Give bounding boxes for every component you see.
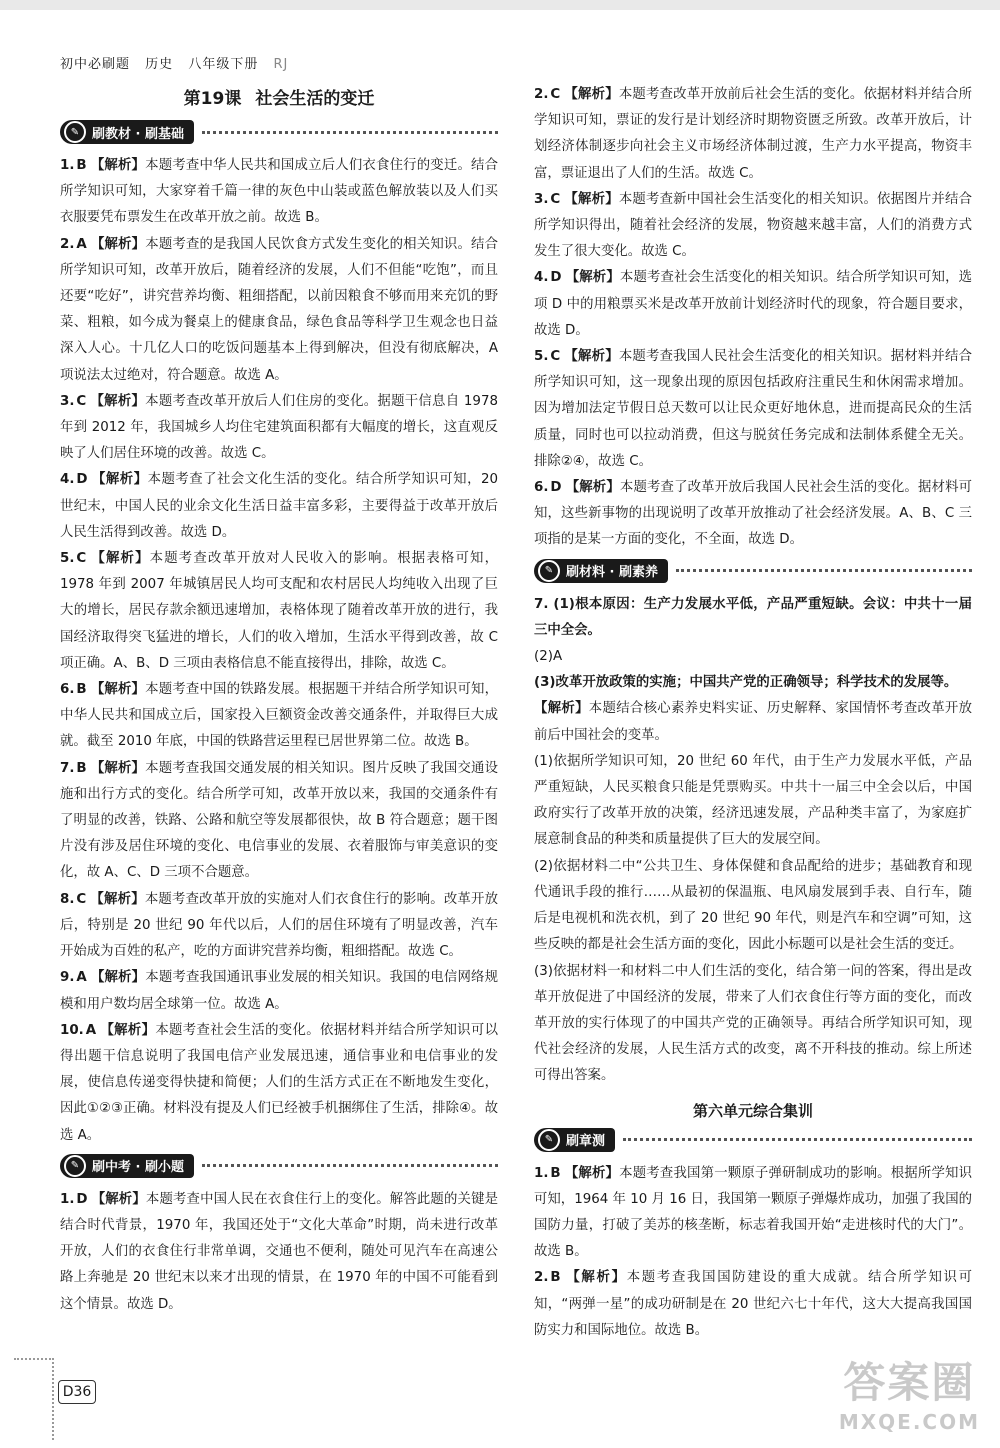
answer-item: 4. D 【解析】本题考查社会生活变化的相关知识。结合所学知识可知，选项 D 中的用粮票买米是改革开放前计划经济时代的现象，符合题目要求，故选 D。 [534,270,973,338]
edition: RJ [273,57,289,72]
material-analysis: 【解析】本题结合核心素养史料实证、历史解释、家国情怀考查改革开放前后中国社会的变革。 [534,701,973,743]
answer-item: 2. C 【解析】本题考查改革开放前后社会生活的变化。依据材料并结合所学知识可知，票证的发行是计划经济时期物资匮乏所致。改革开放后，计划经济体制逐步向社会主义市场经济体制过渡，生产力水平提高，物资丰富，票证退出了人们的生活。故选 C。 [534,87,973,181]
dotted-divider [623,1138,972,1141]
right-column [534,82,972,1344]
lesson-name: 社会生活的变迁 [255,89,375,109]
lesson-title [60,84,498,109]
dotted-divider [202,1164,498,1167]
lesson-number: 第19课 [183,89,242,109]
answer-item: 5. C 【解析】本题考查我国人民社会生活变化的相关知识。据材料并结合所学知识可知，这一现象出现的原因包括政府注重民生和休闲需求增加。因为增加法定节假日总天数可以让民众更好地休息，进而提高民众的生活质量，同时也可以拉动消费，但这与脱贫任务完成和法制体系健全无关。排除②④，故选 C。 [534,349,973,469]
scan-edge [0,0,1000,10]
answer-item: 9. A 【解析】本题考查我国通讯事业发展的相关知识。我国的电信网络规模和用户数均居全球第一位。故选 A。 [60,970,499,1012]
material-analysis: (3)依据材料一和材料二中人们生活的变化，结合第一问的答案，得出是改革开放促进了中国经济的发展，带来了人们衣食住行等方面的变化，而改革开放的实行体现了的中国共产党的正确领导。再结合所学知识可知，现代社会经济的发展，人民生活方式的改变，离不开科技的推动。综上所述可得出答案。 [534,963,972,1084]
answer-item: 3. C 【解析】本题考查新中国社会生活变化的相关知识。依据图片并结合所学知识得出，随着社会经济的发展，物资越来越丰富，人们的消费方式发生了很大变化。故选 C。 [534,191,973,260]
material-answer: (2)A [534,649,563,665]
answer-item: 4. D 【解析】本题考查了社会文化生活的变化。结合所学知识可知，20 世纪末，中国人民的业余文化生活日益丰富多彩，主要得益于改革开放后人民生活得到改善。故选 D。 [60,472,498,540]
material-analysis: (1)依据所学知识可知，20 世纪 60 年代，由于生产力发展水平低，产品严重短缺，人民买粮食只能是凭票购买。中共十一届三中全会以后，中国政府实行了改革开放的决策，经济迅速发展，产品种类丰富了，为家庭扩展意制食品的种类和质量提供了巨大的发展空间。 [534,753,972,848]
banner-label: 刷材料 · 刷素养 [566,565,658,581]
dotted-divider [202,131,498,134]
grade: 八年级下册 [188,57,259,72]
answer-item: 2. B 【解析】本题考查我国国防建设的重大成就。结合所学知识可知，“两弹一星”的成功研制是在 20 世纪六七十年代，这大大提高我国国防实力和国际地位。故选 B。 [534,1270,973,1338]
answer-item: 7. B 【解析】本题考查我国交通发展的相关知识。图片反映了我国交通设施和出行方式的变化。结合所学可知，改革开放以来，我国的交通条件有了明显的改善，铁路、公路和航空等发展都很快，故 B 符合题意；题干图片没有涉及居住环境的变化、电信事业的发展、衣着服饰与审美意识的变化，故 A、C、D 三项不合题意。 [60,760,499,881]
subject: 历史 [145,57,174,72]
brush-icon: ✎ [538,560,560,582]
banner-label: 刷章测 [566,1134,606,1150]
answer-item: 8. C 【解析】本题考查改革开放的实施对人们衣食住行的影响。改革开放后，特别是 20 世纪 90 年代以后，人们的居住环境有了明显改善，汽车开始成为百姓的私产，吃的方面讲究营养均衡，粗细搭配。故选 C。 [60,891,499,960]
answer-item: 3. C 【解析】本题考查改革开放后人们住房的变化。据题干信息自 1978 年到 2012 年，我国城乡人均住宅建筑面积都有大幅度的增长，这直观反映了人们居住环境的改善。故选 C。 [60,393,498,462]
book-series: 初中必刷题 [60,57,131,72]
section-banner-basics [60,119,498,145]
material-analysis: (2)依据材料二中“公共卫生、身体保健和食品配给的进步；基础教育和现代通讯手段的推行……从最初的保温瓶、电风扇发展到手表、自行车，随后是电视机和洗衣机，到了 20 世纪 90 年代，则是汽车和空调”可知，这些反映的都是社会生活方面的变化，因此小标题可以是社会生活的变迁。 [534,858,972,953]
watermark-logo [839,1350,980,1434]
section-banner-material [534,558,972,584]
answer-item: 1. D 【解析】本题考查中国人民在衣食住行上的变化。解答此题的关键是结合时代背景，1970 年，我国还处于“文化大革命”时期，尚未进行改革开放，人们的衣食住行非常单调，交通也不便利，随处可见汽车在高速公路上奔驰是 20 世纪末以来才出现的情景，在 1970 年的中国不可能看到这个情景。故选 D。 [60,1191,499,1312]
running-header [60,53,298,72]
watermark-text: 答案圈 [843,1358,976,1407]
answer-item: 5. C 【解析】本题考查改革开放对人民收入的影响。根据表格可知，1978 年到 2007 年城镇居民人均可支配和农村居民人均纯收入出现了巨大的增长，居民存款余额迅速增加，表格体现了随着改革开放的进行，我国经济取得突飞猛进的增长，人们的收入增加，生活水平得到改善，故 C 项正确。A、B、D 三项由表格信息不能直接得出，排除，故选 C。 [60,551,499,671]
watermark-url: MXQE.COM [838,1410,980,1434]
unit-title: 第六单元综合集训 [692,1101,813,1120]
section-banner-zhongkao [60,1153,498,1179]
brush-icon: ✎ [64,1155,86,1177]
answer-item: 6. B 【解析】本题考查中国的铁路发展。根据题干并结合所学知识可知，中华人民共和国成立后，国家投入巨额资金改善交通条件，并取得巨大成就。截至 2010 年底，中国的铁路营运里程已居世界第二位。故选 B。 [60,682,499,750]
banner-label: 刷中考 · 刷小题 [92,1160,184,1176]
answer-item: 2. A 【解析】本题考查的是我国人民饮食方式发生变化的相关知识。结合所学知识可知，改革开放后，随着经济的发展，人们不但能“吃饱”，而且还要“吃好”，讲究营养均衡、粗细搭配，以前因粮食不够而用来充饥的野菜、粗粮，如今成为餐桌上的健康食品，绿色食品等科学卫生观念也日益深入人心。十几亿人口的吃饭问题基本上得到解决，但没有彻底解决，A 项说法太过绝对，符合题意。故选 A。 [60,236,499,383]
answer-item: 1. B 【解析】本题考查我国第一颗原子弹研制成功的影响。根据所学知识可知，1964 年 10 月 16 日，我国第一颗原子弹爆炸成功，加强了我国的国防力量，打破了美苏的核垄断，标志着我国开始“走进核时代的大门”。故选 B。 [534,1165,973,1260]
material-answer: (3)改革开放政策的实施；中国共产党的正确领导；科学技术的发展等。 [534,675,958,691]
corner-decoration [14,1358,54,1440]
answer-item: 10. A 【解析】本题考查社会生活的变化。依据材料并结合所学知识可以得出题干信息说明了我国电信产业发展迅速，通信事业和电信事业的发展，使信息传递变得快捷和简便；人们的生活方式正在不断地发生变化，因此①②③正确。材料没有提及人们已经被手机捆绑住了生活，排除④。故选 A。 [60,1022,499,1143]
left-column [60,82,498,1318]
brush-icon: ✎ [538,1129,560,1151]
answer-item: 6. D 【解析】本题考查了改革开放后我国人民社会生活的变化。据材料可知，这些新事物的出现说明了改革开放推动了社会经济发展。A、B、C 三项指的是某一方面的变化，不全面，故选 D。 [534,480,973,548]
banner-label: 刷教材 · 刷基础 [92,126,184,142]
page-number: D36 [58,1380,96,1404]
material-answer: 7. (1)根本原因：生产力发展水平低，产品严重短缺。会议：中共十一届三中全会。 [534,596,972,638]
brush-icon: ✎ [64,121,86,143]
answer-item: 1. B 【解析】本题考查中华人民共和国成立后人们衣食住行的变迁。结合所学知识可知，大家穿着千篇一律的灰色中山装或蓝色解放装以及人们买衣服要凭布票发生在改革开放之前。故选 B。 [60,158,499,226]
section-banner-unit [534,1127,972,1153]
dotted-divider [676,569,972,572]
